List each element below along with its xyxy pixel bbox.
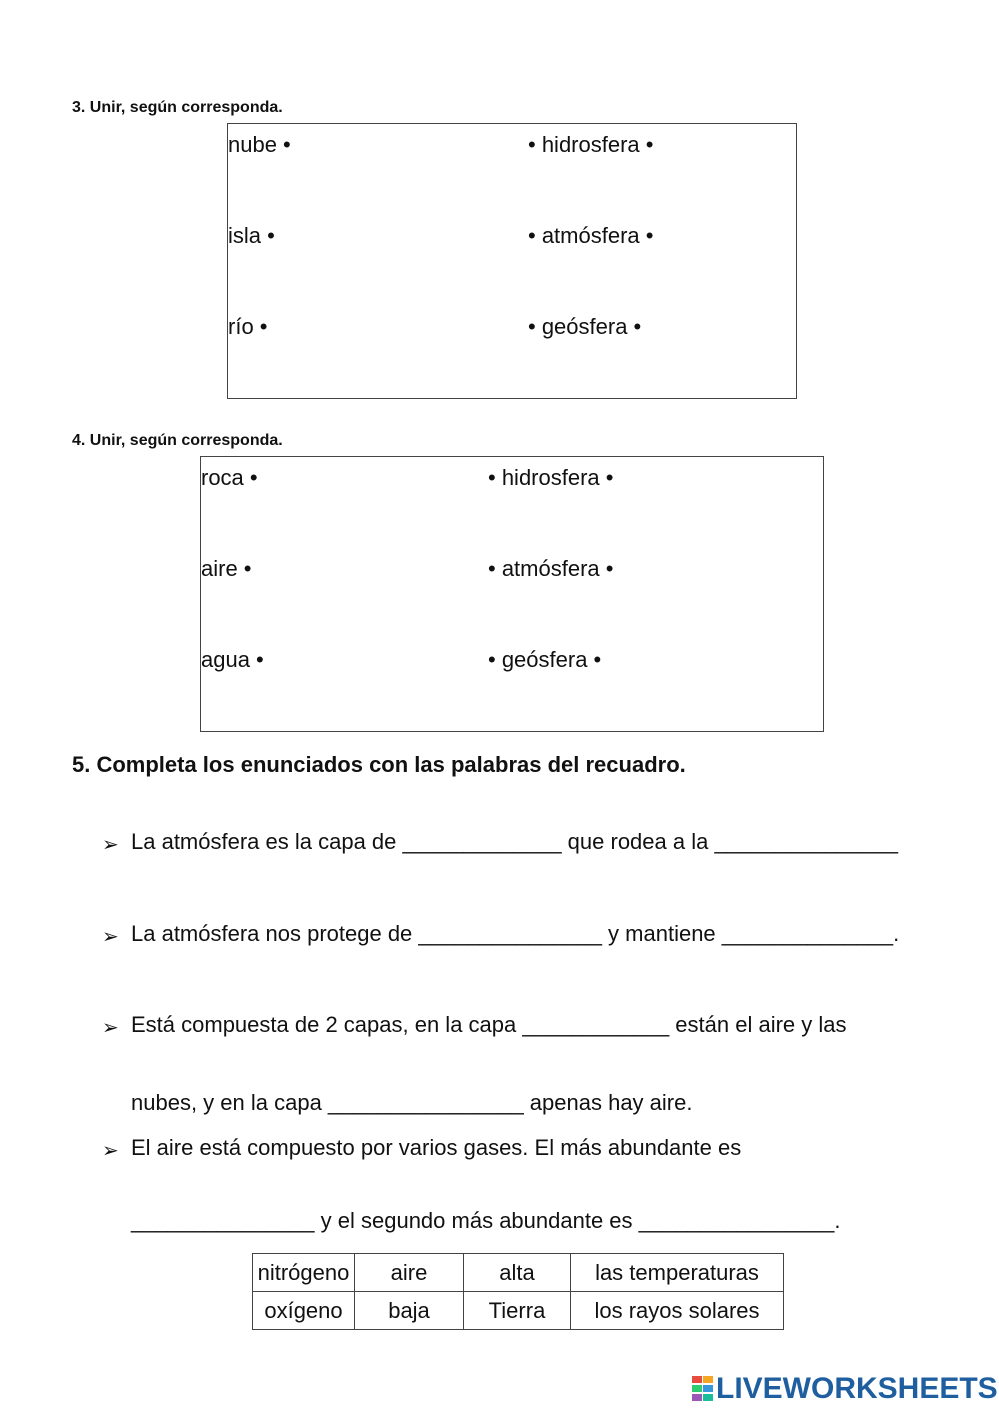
q5-sentence-3b: nubes, y en la capa ________________ apenas hay aire. [131, 1090, 693, 1115]
word-bank-row [253, 1292, 784, 1330]
q3-right-item[interactable]: • geósfera • [528, 314, 642, 339]
liveworksheets-logo[interactable] [692, 1372, 998, 1406]
arrow-bullet-icon: ➢ [102, 1140, 119, 1162]
q4-left-item[interactable]: roca • [201, 465, 258, 490]
word-bank-cell: alta [464, 1254, 571, 1292]
q4-title: 4. Unir, según corresponda. [72, 432, 283, 449]
q3-title: 3. Unir, según corresponda. [72, 99, 283, 116]
q4-match-box [200, 456, 824, 732]
q5-sentence-4a: El aire está compuesto por varios gases. El más abundante es [131, 1135, 742, 1160]
liveworksheets-logo-text: LIVEWORKSHEETS [716, 1372, 998, 1405]
q3-left-item[interactable]: río • [228, 314, 268, 339]
word-bank-table [252, 1253, 784, 1330]
arrow-bullet-icon: ➢ [102, 834, 119, 856]
q4-left-item[interactable]: agua • [201, 647, 264, 672]
q5-title: 5. Completa los enunciados con las palabras del recuadro. [72, 752, 686, 777]
q3-right-item[interactable]: • atmósfera • [528, 223, 654, 248]
q5-sentence-4b: _______________ y el segundo más abundante es ________________. [131, 1208, 841, 1233]
q5-sentence-2: La atmósfera nos protege de _______________ y mantiene ______________. [131, 921, 900, 946]
q4-right-item[interactable]: • atmósfera • [488, 556, 614, 581]
q5-sentence-1: La atmósfera es la capa de _____________ que rodea a la _______________ [131, 829, 898, 854]
q5-sentence-3a: Está compuesta de 2 capas, en la capa ____________ están el aire y las [131, 1012, 847, 1037]
q3-right-item[interactable]: • hidrosfera • [528, 132, 654, 157]
word-bank-cell: los rayos solares [571, 1292, 784, 1330]
arrow-bullet-icon: ➢ [102, 1017, 119, 1039]
arrow-bullet-icon: ➢ [102, 926, 119, 948]
word-bank-cell: baja [355, 1292, 464, 1330]
word-bank-cell: oxígeno [253, 1292, 355, 1330]
word-bank-row [253, 1254, 784, 1292]
q4-left-item[interactable]: aire • [201, 556, 252, 581]
word-bank-cell: Tierra [464, 1292, 571, 1330]
word-bank-cell: las temperaturas [571, 1254, 784, 1292]
q3-match-box [227, 123, 797, 399]
q3-left-item[interactable]: isla • [228, 223, 275, 248]
word-bank-cell: nitrógeno [253, 1254, 355, 1292]
q4-right-item[interactable]: • geósfera • [488, 647, 602, 672]
liveworksheets-logo-icon [692, 1376, 714, 1402]
q4-right-item[interactable]: • hidrosfera • [488, 465, 614, 490]
q3-left-item[interactable]: nube • [228, 132, 291, 157]
word-bank-cell: aire [355, 1254, 464, 1292]
